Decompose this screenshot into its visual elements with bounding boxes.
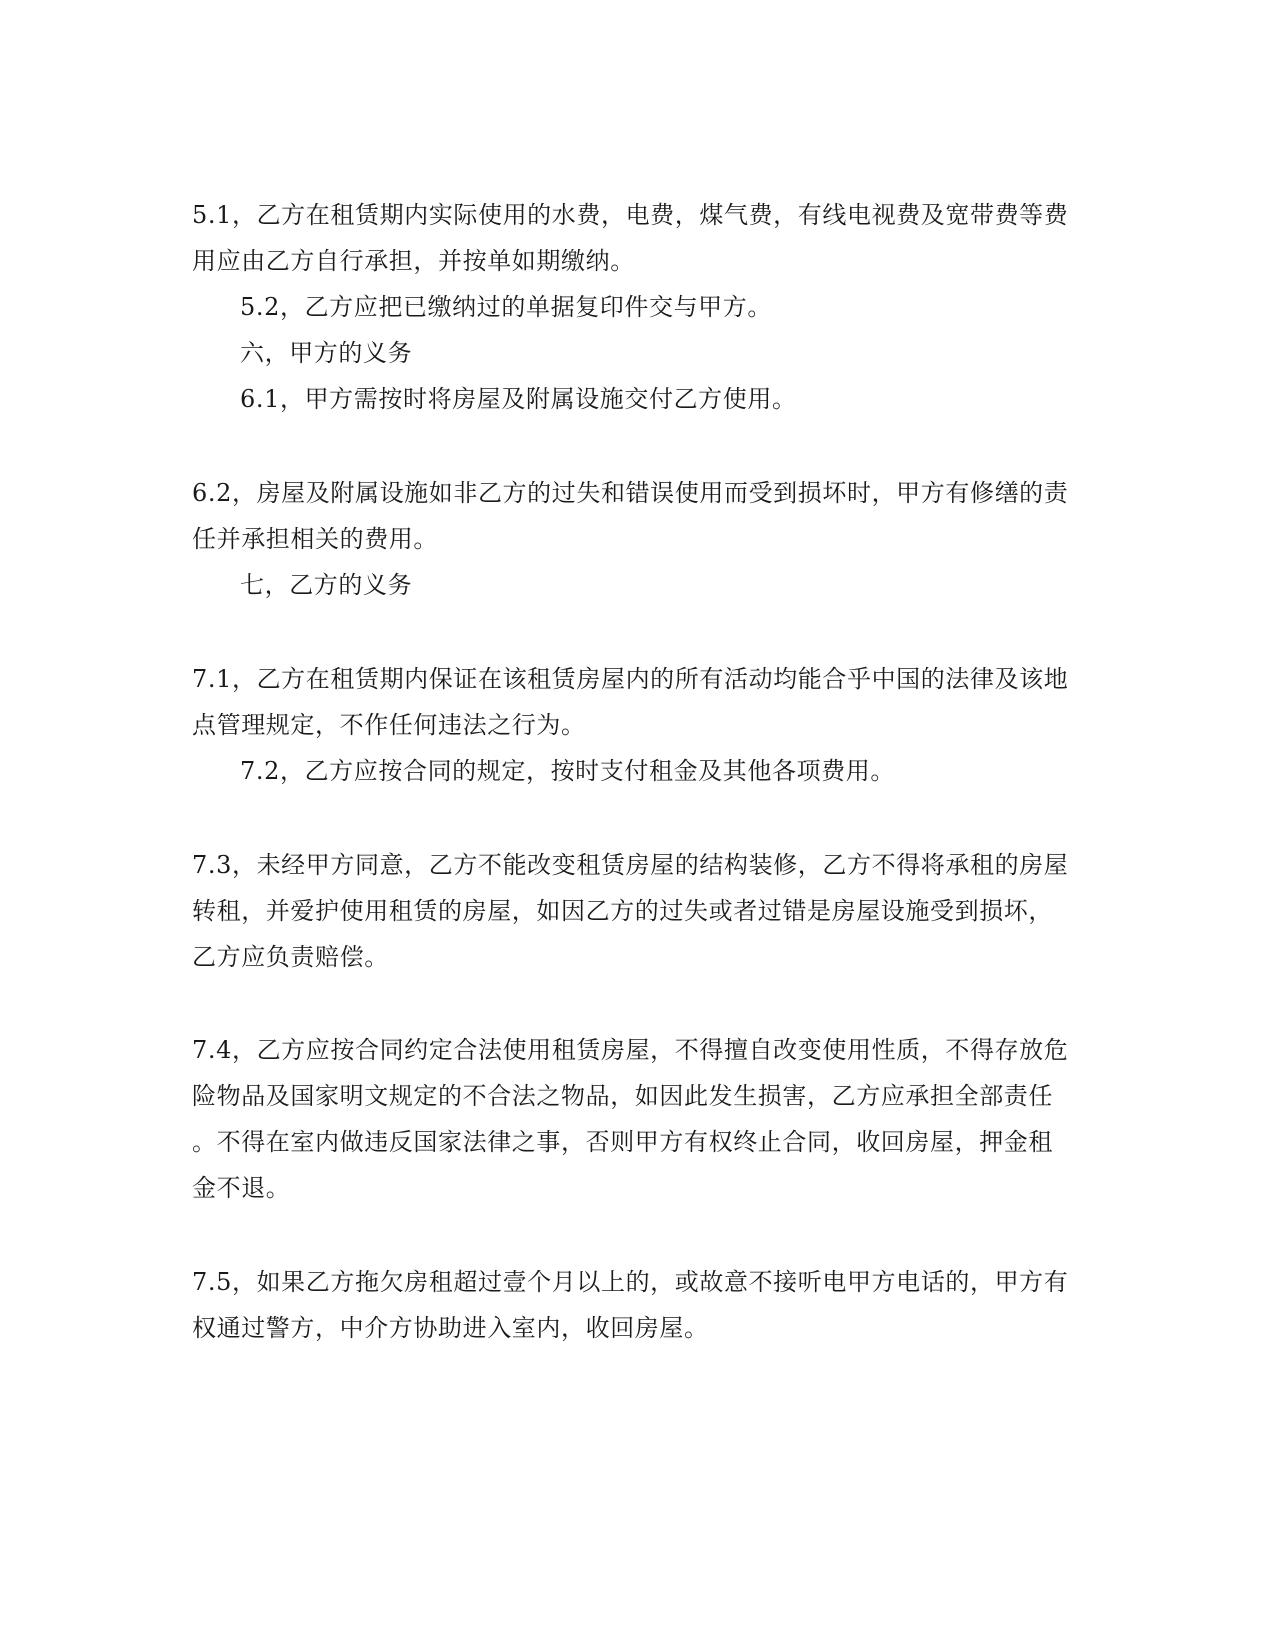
clause-7-5-line-1: 7.5，如果乙方拖欠房租超过壹个月以上的，或故意不接听电甲方电话的，甲方有 [192, 1268, 1069, 1296]
clause-7-4-line-4: 金不退。 [192, 1174, 291, 1202]
clause-7-1-line-1: 7.1，乙方在租赁期内保证在该租赁房屋内的所有活动均能合乎中国的法律及该地 [192, 665, 1069, 693]
clause-5-1-line-2: 用应由乙方自行承担，并按单如期缴纳。 [192, 247, 635, 275]
clause-7-4-line-3: 。不得在室内做违反国家法律之事，否则甲方有权终止合同，收回房屋，押金租 [192, 1128, 1053, 1156]
clause-7-3-line-3: 乙方应负责赔偿。 [192, 943, 389, 971]
clause-6-2-line-2: 任并承担相关的费用。 [192, 525, 438, 553]
clause-7-4-line-2: 险物品及国家明文规定的不合法之物品，如因此发生损害，乙方应承担全部责任 [192, 1082, 1053, 1110]
section-7-heading: 七，乙方的义务 [240, 571, 413, 599]
section-6-heading: 六，甲方的义务 [240, 339, 413, 367]
clause-6-1: 6.1，甲方需按时将房屋及附属设施交付乙方使用。 [240, 385, 797, 413]
clause-7-3-line-1: 7.3，未经甲方同意，乙方不能改变租赁房屋的结构装修，乙方不得将承租的房屋 [192, 851, 1069, 879]
clause-7-1-line-2: 点管理规定，不作任何违法之行为。 [192, 711, 586, 739]
clause-5-2: 5.2，乙方应把已缴纳过的单据复印件交与甲方。 [240, 293, 772, 321]
clause-7-5-line-2: 权通过警方，中介方协助进入室内，收回房屋。 [192, 1314, 709, 1342]
clause-7-4-line-1: 7.4，乙方应按合同约定合法使用租赁房屋，不得擅自改变使用性质，不得存放危 [192, 1036, 1069, 1064]
clause-5-1-line-1: 5.1，乙方在租赁期内实际使用的水费，电费，煤气费，有线电视费及宽带费等费 [192, 201, 1069, 229]
clause-7-3-line-2: 转租，并爱护使用租赁的房屋，如因乙方的过失或者过错是房屋设施受到损坏， [192, 897, 1053, 925]
clause-7-2: 7.2，乙方应按合同的规定，按时支付租金及其他各项费用。 [240, 757, 895, 785]
clause-6-2-line-1: 6.2，房屋及附属设施如非乙方的过失和错误使用而受到损坏时，甲方有修缮的责 [192, 479, 1069, 507]
